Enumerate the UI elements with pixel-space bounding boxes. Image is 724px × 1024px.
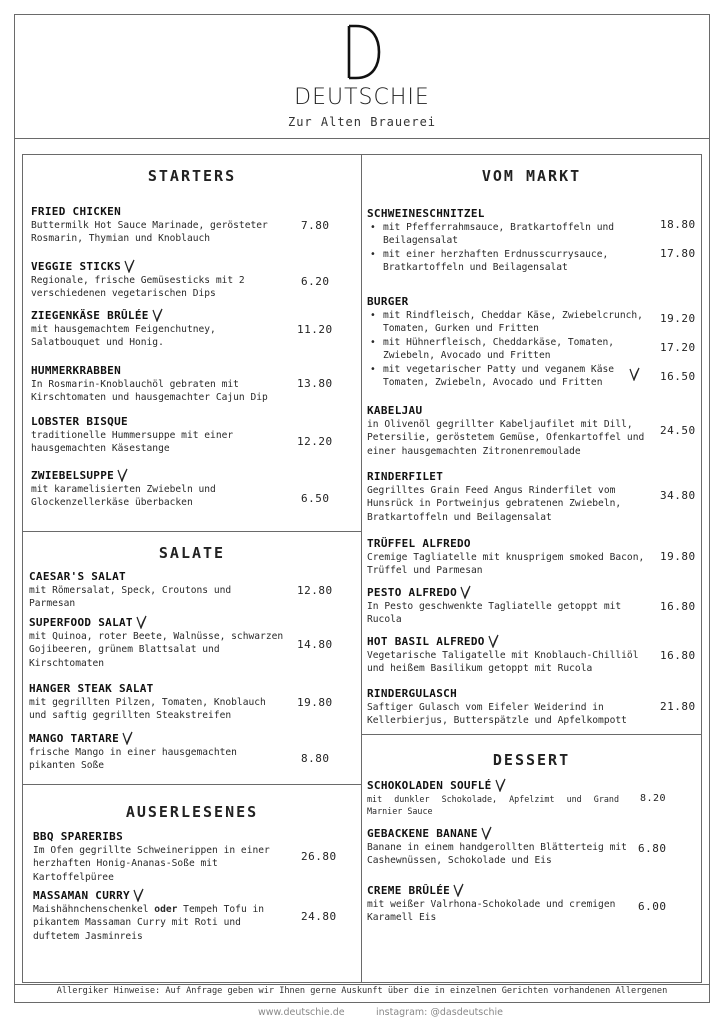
item-desc: Banane in einem handgerollten Blätterteig mit Cashewnüssen, Schokolade und Eis (367, 842, 627, 867)
item-name-row (33, 888, 287, 902)
menu-item (367, 585, 629, 627)
item-name: SCHWEINESCHNITZEL (367, 207, 485, 220)
vom-markt-section (361, 154, 702, 735)
item-desc: Buttermilk Hot Sauce Marinade, gerösteter Rosmarin, Thymian und Knoblauch (31, 220, 268, 245)
menu-item (367, 207, 623, 275)
menu-item (33, 888, 287, 943)
menu-item (29, 615, 287, 670)
item-name: MANGO TARTARE (29, 732, 119, 745)
item-name: CREME BRÛLÉE (367, 884, 451, 897)
item-name: TRÜFFEL ALFREDO (367, 537, 471, 550)
item-name: SCHOKOLADEN SOUFLÉ (367, 779, 492, 792)
menu-item (29, 731, 283, 773)
vegetarian-leaf-icon (488, 634, 499, 648)
menu-item (31, 205, 281, 246)
item-options (367, 309, 657, 389)
item-price: 24.80 (301, 910, 337, 923)
item-name-row (31, 308, 281, 322)
dessert-section (361, 734, 702, 983)
vegetarian-leaf-icon (122, 731, 133, 745)
dessert-title: DESSERT (492, 751, 571, 769)
item-price: 7.80 (301, 219, 330, 232)
item-price: 18.80 (660, 218, 696, 231)
item-name: HANGER STEAK SALAT (29, 682, 154, 695)
item-name-row (31, 468, 281, 482)
vegetarian-leaf-icon (495, 778, 506, 792)
vegetarian-leaf-icon (481, 826, 492, 840)
item-name: VEGGIE STICKS (31, 260, 121, 273)
vegetarian-leaf-icon (124, 259, 135, 273)
item-name: BBQ SPARERIBS (33, 830, 123, 843)
item-option: • mit Hühnerfleisch, Cheddarkäse, Tomaten, Zwiebeln, Avocado und Fritten (367, 336, 657, 363)
vegetarian-leaf-icon (460, 585, 471, 599)
item-price: 17.80 (660, 247, 696, 260)
item-name: BURGER (367, 295, 409, 308)
item-desc-emphasis: oder (154, 904, 178, 915)
vegetarian-leaf-icon (117, 468, 128, 482)
item-desc: traditionelle Hummersuppe mit einer hausgemachten Käsestange (31, 430, 234, 455)
item-name-row (367, 883, 629, 897)
menu-item (367, 778, 619, 817)
brand-subtitle: Zur Alten Brauerei (287, 115, 437, 129)
menu-item (367, 826, 629, 868)
allergy-notice: Allergiker Hinweise: Auf Anfrage geben wir Ihnen gerne Auskunft über die in einzelnen Gerichten vorhandenen Allergenen (56, 986, 668, 996)
item-option: • mit einer herzhaften Erdnusscurrysauce, Bratkartoffeln und Beilagensalat (367, 248, 623, 275)
item-desc: Im Ofen gegrillte Schweinerippen in einer herzhaften Honig-Ananas-Soße mit Kartoffelpüree (33, 845, 270, 883)
item-desc (33, 903, 287, 943)
item-price: 17.20 (660, 341, 696, 354)
menu-item (367, 295, 657, 389)
item-desc: frische Mango in einer hausgemachten pikanten Soße (29, 747, 237, 772)
item-price: 19.80 (297, 696, 333, 709)
instagram-link[interactable]: instagram: @dasdeutschie (376, 1007, 503, 1018)
item-desc: Cremige Tagliatelle mit knusprigem smoked Bacon, Trüffel und Parmesan (367, 552, 645, 577)
item-desc: mit gegrillten Pilzen, Tomaten, Knoblauch und saftig gegrillten Steakstreifen (29, 697, 266, 722)
item-desc: in Olivenöl gegrillter Kabeljaufilet mit Dill, Petersilie, geröstetem Gemüse, Ofenkartoffel und einer hausgemachten Zitronenremoulade (367, 419, 645, 457)
item-name: FRIED CHICKEN (31, 205, 121, 218)
menu-item (367, 883, 629, 925)
menu-item (31, 415, 281, 456)
item-options (367, 221, 623, 275)
item-price: 6.50 (301, 492, 330, 505)
vom-markt-title: VOM MARKT (481, 167, 582, 185)
header-divider (14, 138, 710, 139)
item-desc: Regionale, frische Gemüsesticks mit 2 verschiedenen vegetarischen Dips (31, 275, 245, 300)
auserlesenes-title: AUSERLESENES (125, 803, 259, 821)
vegetarian-leaf-icon (152, 308, 163, 322)
item-name: LOBSTER BISQUE (31, 415, 128, 428)
menu-item (367, 634, 653, 676)
item-price: 8.80 (301, 752, 330, 765)
item-price: 12.80 (297, 584, 333, 597)
item-name-row (367, 585, 629, 599)
item-name: ZWIEBELSUPPE (31, 469, 115, 482)
item-price: 14.80 (297, 638, 333, 651)
item-option: • mit vegetarischer Patty und veganem Käse Tomaten, Zwiebeln, Avocado und Fritten (367, 363, 623, 390)
item-name: CAESAR'S SALAT (29, 570, 126, 583)
salate-section (22, 531, 362, 785)
menu-item (367, 537, 653, 578)
item-desc-part: Tempeh Tofu in pikantem Massaman Curry mit Roti und duftetem Jasminreis (33, 904, 265, 942)
item-desc: In Rosmarin-Knoblauchöl gebraten mit Kirschtomaten und hausgemachter Cajun Dip (31, 379, 268, 404)
item-desc: mit Römersalat, Speck, Croutons und Parmesan (29, 585, 232, 610)
item-name: RINDERGULASCH (367, 687, 457, 700)
vegetarian-leaf-icon (629, 367, 640, 381)
item-name: ZIEGENKÄSE BRÛLÉE (31, 309, 149, 322)
item-price: 24.50 (660, 424, 696, 437)
item-price: 6.00 (638, 900, 667, 913)
menu-item (367, 687, 637, 728)
item-name: GEBACKENE BANANE (367, 827, 478, 840)
item-desc: In Pesto geschwenkte Tagliatelle getoppt mit Rucola (367, 601, 622, 626)
brand-name: DEUTSCHIE (294, 85, 430, 110)
item-price: 16.50 (660, 370, 696, 383)
menu-item (31, 468, 281, 510)
vegetarian-leaf-icon (133, 888, 144, 902)
auserlesenes-section (22, 784, 362, 983)
item-price: 11.20 (297, 323, 333, 336)
item-name: RINDERFILET (367, 470, 444, 483)
item-desc: mit hausgemachtem Feigenchutney, Salatbouquet und Honig. (31, 324, 216, 349)
item-name: MASSAMAN CURRY (33, 889, 130, 902)
menu-item (31, 364, 281, 405)
logo (0, 24, 724, 80)
menu-item (31, 308, 281, 350)
item-name-row (31, 259, 281, 273)
item-price: 19.20 (660, 312, 696, 325)
menu-item (367, 470, 623, 524)
item-desc: mit dunkler Schokolade, Apfelzimt und Grand Marnier Sauce (367, 794, 619, 816)
menu-item (29, 570, 283, 611)
item-desc: mit karamelisierten Zwiebeln und Glockenzellerkäse überbacken (31, 484, 216, 509)
item-option: • mit Rindfleisch, Cheddar Käse, Zwiebelcrunch, Tomaten, Gurken und Fritten (367, 309, 657, 336)
item-price: 16.80 (660, 649, 696, 662)
item-price: 19.80 (660, 550, 696, 563)
item-desc: mit weißer Valrhona-Schokolade und cremigen Karamell Eis (367, 899, 616, 924)
menu-item (31, 259, 281, 301)
menu-item (33, 830, 287, 884)
item-price: 13.80 (297, 377, 333, 390)
website-link[interactable]: www.deutschie.de (258, 1007, 345, 1018)
item-price: 12.20 (297, 435, 333, 448)
item-name: HOT BASIL ALFREDO (367, 635, 485, 648)
item-price: 34.80 (660, 489, 696, 502)
item-price: 21.80 (660, 700, 696, 713)
item-name-row (367, 634, 653, 648)
vegetarian-leaf-icon (136, 615, 147, 629)
item-price: 8.20 (640, 793, 667, 804)
starters-section (22, 154, 362, 532)
footer-divider (14, 984, 710, 985)
item-price: 6.80 (638, 842, 667, 855)
item-desc: Vegetarische Taligatelle mit Knoblauch-Chilliöl und heißem Basilikum getoppt mit Rucola (367, 650, 639, 675)
item-name-row (367, 778, 619, 792)
item-desc: Gegrilltes Grain Feed Angus Rinderfilet vom Hunsrück in Portweinjus gebratenen Zwiebeln, Bratkartoffeln und Beilagensalat (367, 485, 622, 523)
item-price: 6.20 (301, 275, 330, 288)
vegetarian-leaf-icon (453, 883, 464, 897)
item-name-row (367, 826, 629, 840)
logo-d-mark (342, 24, 382, 80)
item-name-row (29, 731, 283, 745)
item-name: PESTO ALFREDO (367, 586, 457, 599)
item-name: HUMMERKRABBEN (31, 364, 121, 377)
item-desc-part: Maishähnchenschenkel (33, 904, 155, 915)
menu-item (29, 682, 283, 723)
item-name: SUPERFOOD SALAT (29, 616, 133, 629)
item-price: 16.80 (660, 600, 696, 613)
item-name: KABELJAU (367, 404, 423, 417)
starters-title: STARTERS (147, 167, 237, 185)
item-price: 26.80 (301, 850, 337, 863)
item-option: • mit Pfefferrahmsauce, Bratkartoffeln und Beilagensalat (367, 221, 623, 248)
item-desc: Saftiger Gulasch vom Eifeler Weiderind in Kellerbierjus, Butterspätzle und Apfelkompott (367, 702, 627, 727)
item-desc: mit Quinoa, roter Beete, Walnüsse, schwarzen Gojibeeren, grünem Blattsalat und Kirschtomaten (29, 631, 284, 669)
menu-item (367, 404, 653, 458)
salate-title: SALATE (158, 544, 226, 562)
item-name-row (29, 615, 287, 629)
